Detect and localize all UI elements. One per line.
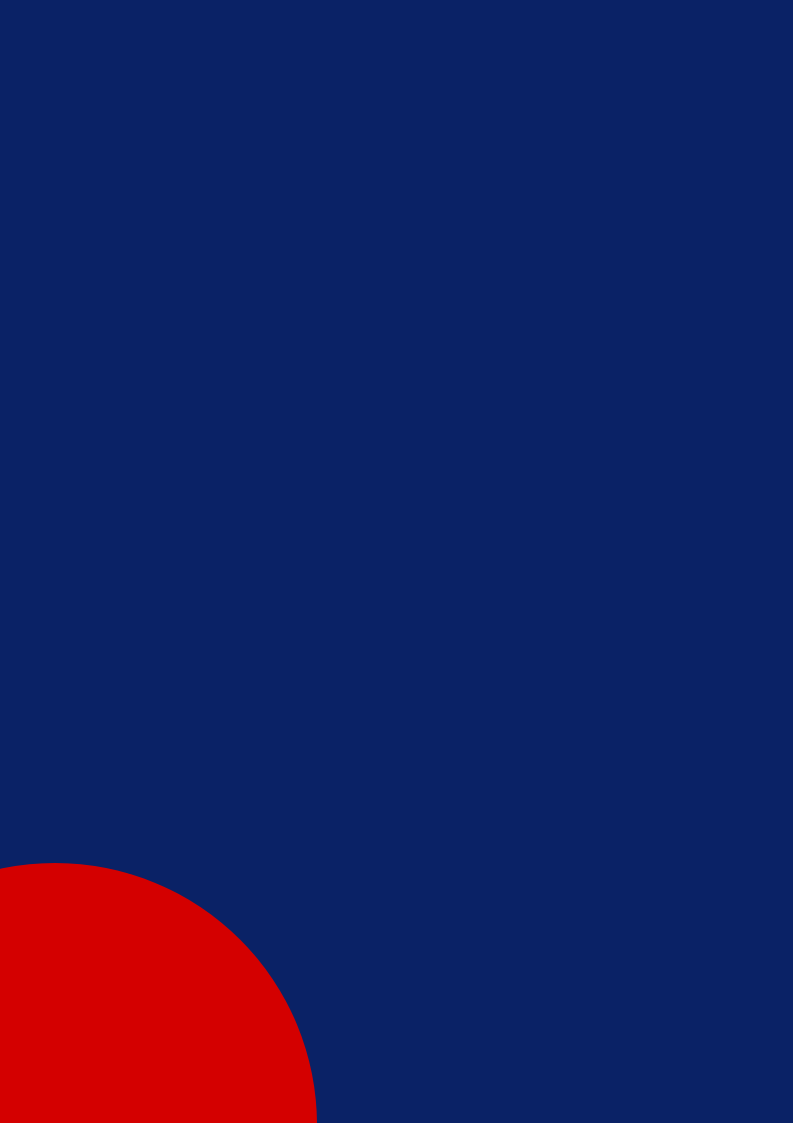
- red-circle-shape: [0, 863, 317, 1123]
